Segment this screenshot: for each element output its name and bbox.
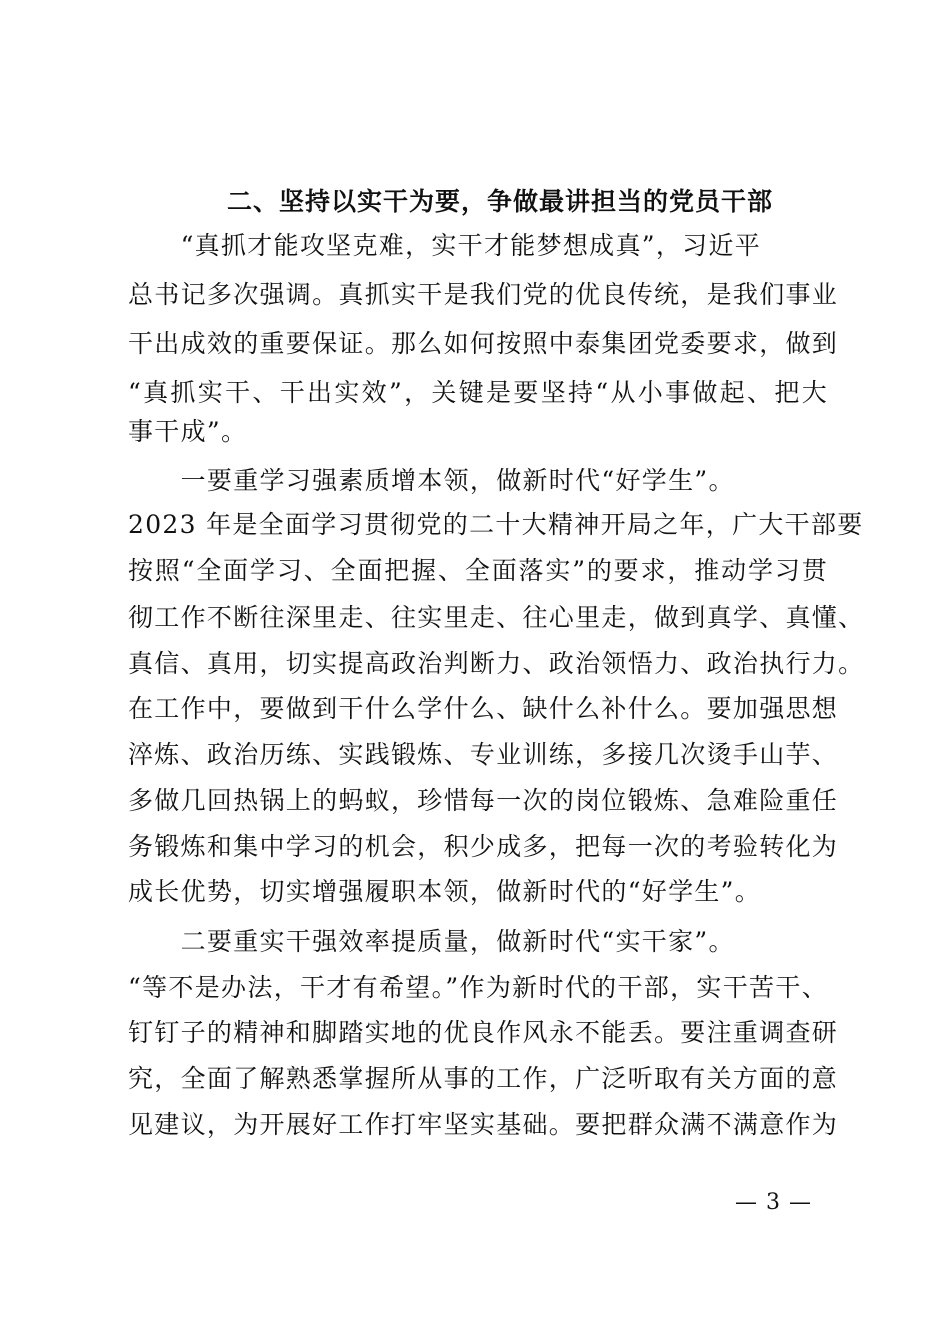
body-line: 二要重实干强效率提质量，做新时代“实干家”。	[128, 927, 735, 956]
body-line: 务锻炼和集中学习的机会，积少成多，把每一次的考验转化为	[128, 832, 839, 861]
section-heading: 二、坚持以实干为要，争做最讲担当的党员干部	[226, 187, 773, 216]
body-line: 多做几回热锅上的蚂蚁，珍惜每一次的岗位锻炼、急难险重任	[128, 786, 839, 815]
body-line: 一要重学习强素质增本领，做新时代“好学生”。	[128, 466, 735, 495]
body-line: 总书记多次强调。真抓实干是我们党的优良传统，是我们事业	[128, 280, 839, 309]
body-line: 干出成效的重要保证。那么如何按照中泰集团党委要求，做到	[128, 329, 839, 358]
body-line: 见建议，为开展好工作打牢坚实基础。要把群众满不满意作为	[128, 1110, 839, 1139]
body-line: 成长优势，切实增强履职本领，做新时代的“好学生”。	[128, 877, 762, 906]
body-line: 真信、真用，切实提高政治判断力、政治领悟力、政治执行力。	[128, 649, 865, 678]
body-line: “等不是办法，干才有希望。”作为新时代的干部，实干苦干、	[128, 973, 828, 1002]
body-line: 按照“全面学习、全面把握、全面落实”的要求，推动学习贯	[128, 556, 828, 585]
body-line: 淬炼、政治历练、实践锻炼、专业训练，多接几次烫手山芋、	[128, 740, 839, 769]
body-line: 究，全面了解熟悉掌握所从事的工作，广泛听取有关方面的意	[128, 1064, 839, 1093]
body-line: “真抓才能攻坚克难，实干才能梦想成真”，习近平	[128, 231, 762, 260]
body-line: 事干成”。	[128, 417, 248, 446]
body-line: 2023 年是全面学习贯彻党的二十大精神开局之年，广大干部要	[128, 510, 864, 539]
body-line: 钉钉子的精神和脚踏实地的优良作风永不能丢。要注重调查研	[128, 1018, 839, 1047]
body-line: 彻工作不断往深里走、往实里走、往心里走，做到真学、真懂、	[128, 603, 865, 632]
page-number: — 3 —	[735, 1190, 812, 1215]
body-line: “真抓实干、干出实效”，关键是要坚持“从小事做起、把大	[128, 378, 828, 407]
body-line: 在工作中，要做到干什么学什么、缺什么补什么。要加强思想	[128, 694, 839, 723]
